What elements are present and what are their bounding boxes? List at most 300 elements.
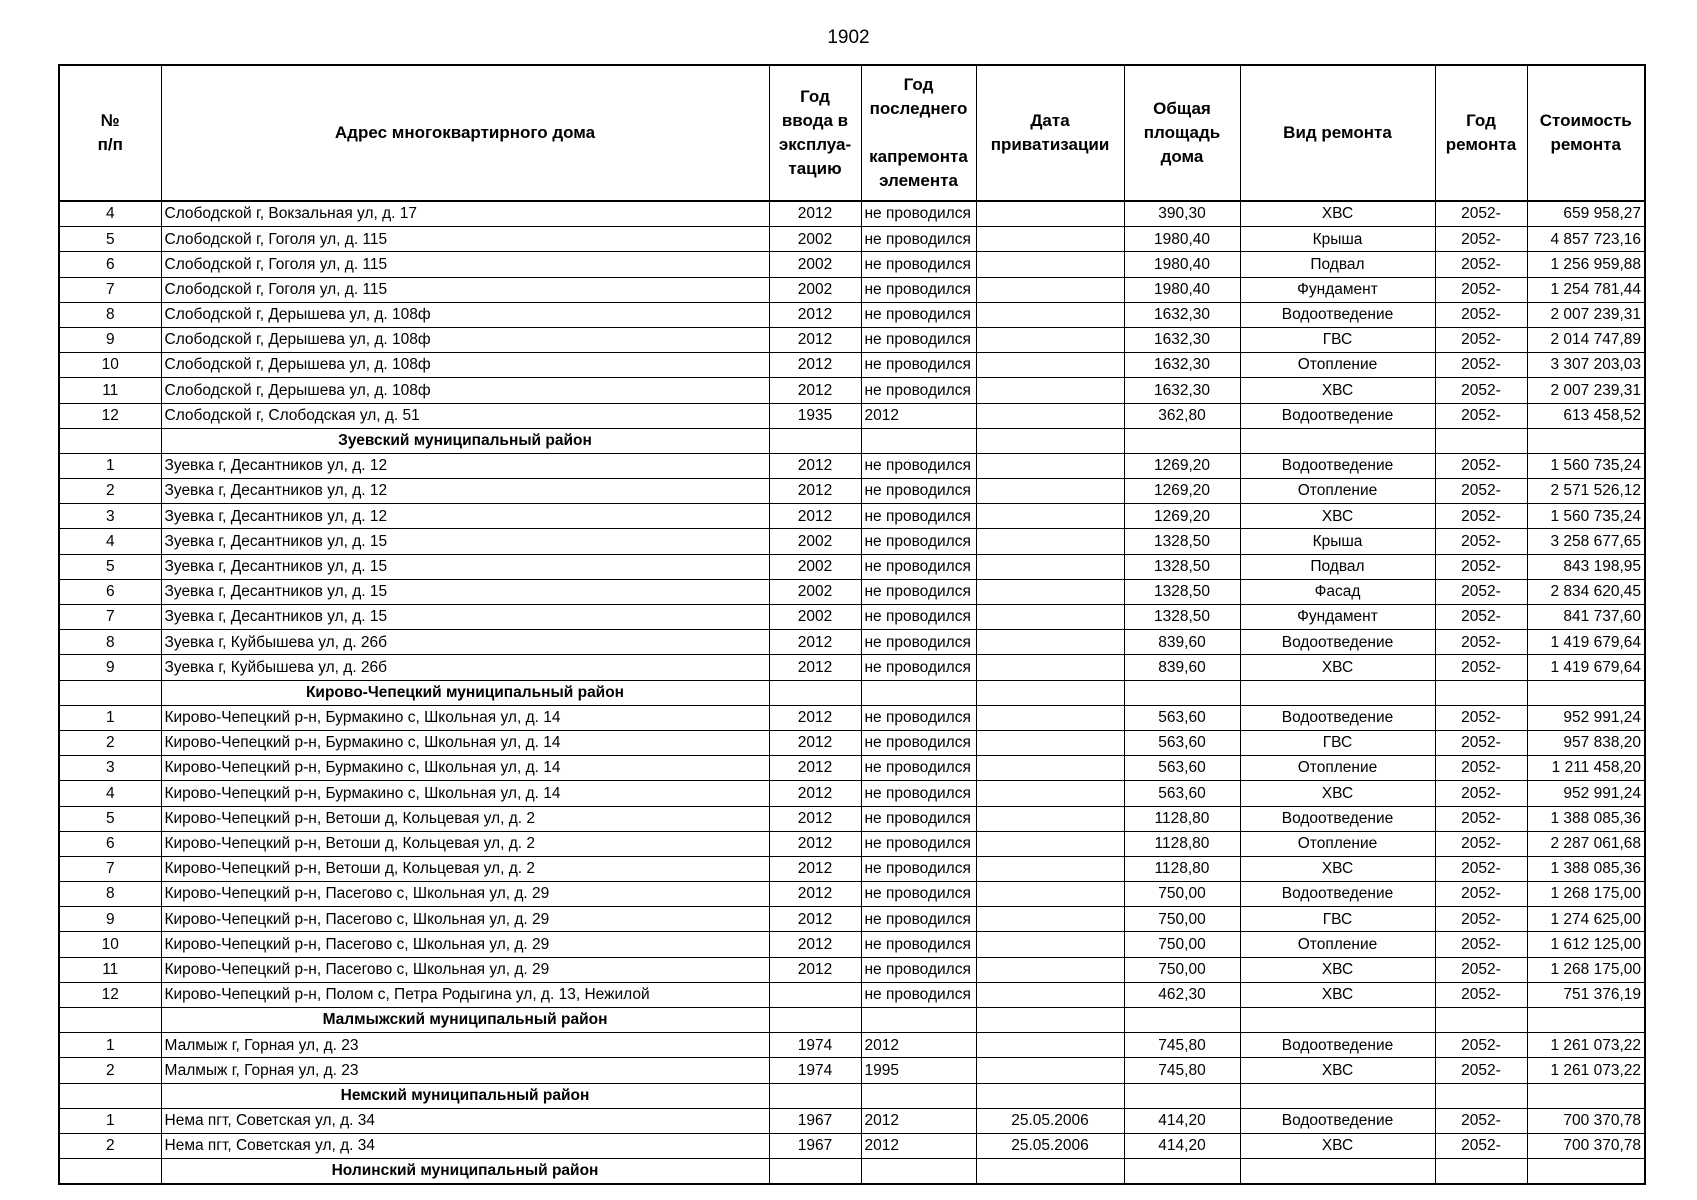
cell-year-built: 1967 [769,1133,861,1158]
cell-repair-year: 2052- [1435,907,1527,932]
cell-cost: 700 370,78 [1527,1133,1645,1158]
cell-repair-year [1435,428,1527,453]
cell-last-repair: не проводился [861,479,976,504]
cell-repair-type: Отопление [1240,353,1435,378]
cell-area: 1269,20 [1124,479,1240,504]
cell-repair-type: Водоотведение [1240,1108,1435,1133]
cell-num: 2 [59,1133,161,1158]
cell-cost: 1 254 781,44 [1527,277,1645,302]
section-row [59,1008,1645,1033]
cell-repair-year: 2052- [1435,655,1527,680]
cell-last-repair: 2012 [861,1108,976,1133]
header-line: капремонта [869,147,968,166]
cell-year-built: 1935 [769,403,861,428]
cell-repair-year: 2052- [1435,201,1527,227]
cell-repair-type: Отопление [1240,932,1435,957]
cell-num: 10 [59,353,161,378]
cell-num [59,428,161,453]
cell-privatization [976,378,1124,403]
cell-repair-type: Водоотведение [1240,453,1435,478]
cell-repair-year: 2052- [1435,856,1527,881]
cell-privatization [976,201,1124,227]
cell-last-repair: не проводился [861,781,976,806]
cell-address: Слободской г, Дерышева ул, д. 108ф [161,327,769,352]
cell-num: 6 [59,252,161,277]
cell-repair-type: Фундамент [1240,605,1435,630]
cell-privatization [976,353,1124,378]
cell-address: Кирово-Чепецкий р-н, Пасегово с, Школьная ул, д. 29 [161,907,769,932]
cell-area: 745,80 [1124,1033,1240,1058]
cell-area: 839,60 [1124,655,1240,680]
header-repair-type [1240,65,1435,201]
table-row [59,630,1645,655]
table-row [59,605,1645,630]
cell-last-repair: не проводился [861,453,976,478]
cell-repair-year: 2052- [1435,277,1527,302]
cell-privatization: 25.05.2006 [976,1108,1124,1133]
cell-area: 1269,20 [1124,504,1240,529]
cell-last-repair: не проводился [861,655,976,680]
cell-repair-type [1240,680,1435,705]
header-repair-year [1435,65,1527,201]
cell-area: 414,20 [1124,1133,1240,1158]
cell-cost: 843 198,95 [1527,554,1645,579]
cell-repair-type: Водоотведение [1240,882,1435,907]
cell-privatization [976,277,1124,302]
table-row [59,781,1645,806]
table-row [59,756,1645,781]
cell-privatization [976,806,1124,831]
cell-num [59,1008,161,1033]
cell-last-repair: 2012 [861,403,976,428]
cell-year-built [769,1008,861,1033]
cell-repair-type: ХВС [1240,1058,1435,1083]
section-row [59,1159,1645,1185]
cell-address: Слободской г, Гоголя ул, д. 115 [161,227,769,252]
cell-privatization [976,403,1124,428]
cell-repair-year [1435,1083,1527,1108]
cell-privatization [976,831,1124,856]
cell-repair-year: 2052- [1435,630,1527,655]
table-row [59,1033,1645,1058]
cell-repair-type [1240,428,1435,453]
cell-repair-year: 2052- [1435,1108,1527,1133]
cell-privatization: 25.05.2006 [976,1133,1124,1158]
cell-year-built [769,1083,861,1108]
table-row [59,932,1645,957]
cell-repair-year: 2052- [1435,479,1527,504]
cell-address: Кирово-Чепецкий р-н, Пасегово с, Школьная ул, д. 29 [161,957,769,982]
cell-cost: 1 256 959,88 [1527,252,1645,277]
header-year-built [769,65,861,201]
header-area [1124,65,1240,201]
cell-num: 3 [59,756,161,781]
cell-year-built: 2012 [769,201,861,227]
cell-repair-year [1435,680,1527,705]
cell-repair-year: 2052- [1435,730,1527,755]
cell-area: 563,60 [1124,730,1240,755]
table-row [59,378,1645,403]
cell-repair-year: 2052- [1435,932,1527,957]
header-line: приватизации [990,135,1110,154]
cell-repair-type: ХВС [1240,1133,1435,1158]
cell-num: 2 [59,730,161,755]
header-cost [1527,65,1645,201]
cell-num: 9 [59,655,161,680]
cell-year-built: 2012 [769,479,861,504]
cell-last-repair: не проводился [861,957,976,982]
cell-cost: 952 991,24 [1527,705,1645,730]
cell-cost: 1 274 625,00 [1527,907,1645,932]
header-line: эксплуа- [778,135,852,154]
cell-privatization [976,1033,1124,1058]
cell-repair-type: Водоотведение [1240,302,1435,327]
table-row [59,327,1645,352]
cell-repair-type: Крыша [1240,227,1435,252]
cell-privatization [976,529,1124,554]
header-line: Год [1466,111,1496,130]
header-last-repair [861,65,976,201]
section-title: Немский муниципальный район [161,1083,769,1108]
cell-cost: 1 268 175,00 [1527,957,1645,982]
cell-privatization [976,252,1124,277]
header-row [59,65,1645,201]
cell-cost: 1 612 125,00 [1527,932,1645,957]
cell-num: 3 [59,504,161,529]
header-line: ввода в [781,111,849,130]
cell-area: 750,00 [1124,882,1240,907]
cell-last-repair: не проводился [861,353,976,378]
table-row [59,403,1645,428]
cell-repair-type: Подвал [1240,252,1435,277]
header-line: Общая [1153,99,1211,118]
cell-year-built: 2012 [769,327,861,352]
cell-last-repair: не проводился [861,378,976,403]
cell-cost [1527,1008,1645,1033]
cell-repair-year: 2052- [1435,756,1527,781]
cell-area: 563,60 [1124,756,1240,781]
cell-year-built: 2002 [769,227,861,252]
table-row [59,907,1645,932]
cell-repair-year: 2052- [1435,252,1527,277]
cell-repair-year: 2052- [1435,1058,1527,1083]
cell-last-repair [861,428,976,453]
cell-privatization [976,932,1124,957]
cell-cost: 952 991,24 [1527,781,1645,806]
cell-repair-year [1435,1159,1527,1185]
cell-year-built: 2012 [769,756,861,781]
cell-area: 1632,30 [1124,302,1240,327]
cell-repair-type: ГВС [1240,907,1435,932]
cell-year-built: 2012 [769,453,861,478]
cell-cost: 2 571 526,12 [1527,479,1645,504]
cell-num: 9 [59,907,161,932]
cell-num: 1 [59,453,161,478]
cell-year-built [769,680,861,705]
cell-num: 1 [59,1033,161,1058]
cell-address: Слободской г, Гоголя ул, д. 115 [161,277,769,302]
cell-repair-year: 2052- [1435,327,1527,352]
cell-repair-year: 2052- [1435,806,1527,831]
cell-repair-type: ГВС [1240,327,1435,352]
cell-year-built: 2012 [769,730,861,755]
cell-area: 462,30 [1124,982,1240,1007]
table-row [59,957,1645,982]
cell-repair-type [1240,1083,1435,1108]
table-row [59,554,1645,579]
cell-cost: 2 007 239,31 [1527,302,1645,327]
page-number: 1902 [827,27,870,48]
cell-cost: 957 838,20 [1527,730,1645,755]
cell-area [1124,428,1240,453]
table-row [59,252,1645,277]
cell-last-repair: не проводился [861,831,976,856]
header-line: Вид ремонта [1283,123,1392,142]
cell-repair-type: ХВС [1240,655,1435,680]
cell-area: 750,00 [1124,957,1240,982]
cell-area: 839,60 [1124,630,1240,655]
cell-area [1124,1159,1240,1185]
section-row [59,1083,1645,1108]
cell-repair-type: ХВС [1240,201,1435,227]
cell-repair-year: 2052- [1435,378,1527,403]
cell-cost: 700 370,78 [1527,1108,1645,1133]
table-row [59,453,1645,478]
table-row [59,353,1645,378]
cell-repair-type: ХВС [1240,856,1435,881]
cell-cost [1527,680,1645,705]
cell-address: Кирово-Чепецкий р-н, Ветоши д, Кольцевая ул, д. 2 [161,856,769,881]
cell-privatization [976,957,1124,982]
cell-last-repair: не проводился [861,227,976,252]
cell-repair-type: Подвал [1240,554,1435,579]
cell-num: 1 [59,1108,161,1133]
table-row [59,1108,1645,1133]
table-row [59,882,1645,907]
cell-address: Зуевка г, Десантников ул, д. 15 [161,579,769,604]
cell-last-repair [861,1008,976,1033]
cell-last-repair: 2012 [861,1133,976,1158]
cell-cost: 613 458,52 [1527,403,1645,428]
cell-address: Кирово-Чепецкий р-н, Пасегово с, Школьная ул, д. 29 [161,882,769,907]
cell-address: Нема пгт, Советская ул, д. 34 [161,1133,769,1158]
section-title: Зуевский муниципальный район [161,428,769,453]
cell-repair-year: 2052- [1435,353,1527,378]
cell-last-repair: не проводился [861,806,976,831]
header-address [161,65,769,201]
cell-repair-year: 2052- [1435,403,1527,428]
cell-cost: 1 211 458,20 [1527,756,1645,781]
cell-cost: 3 258 677,65 [1527,529,1645,554]
cell-privatization [976,705,1124,730]
header-line: Стоимость [1539,111,1632,130]
header-line: Адрес многоквартирного дома [334,123,596,142]
cell-privatization [976,1008,1124,1033]
cell-address: Зуевка г, Десантников ул, д. 15 [161,605,769,630]
section-title: Кирово-Чепецкий муниципальный район [161,680,769,705]
cell-cost: 2 287 061,68 [1527,831,1645,856]
cell-year-built: 2012 [769,504,861,529]
cell-area: 750,00 [1124,907,1240,932]
cell-repair-type: ХВС [1240,957,1435,982]
cell-area: 1632,30 [1124,378,1240,403]
cell-address: Кирово-Чепецкий р-н, Бурмакино с, Школьная ул, д. 14 [161,730,769,755]
cell-area: 1980,40 [1124,252,1240,277]
cell-repair-type: Водоотведение [1240,705,1435,730]
cell-address: Слободской г, Дерышева ул, д. 108ф [161,302,769,327]
cell-year-built [769,982,861,1007]
cell-last-repair: не проводился [861,554,976,579]
cell-privatization [976,554,1124,579]
cell-repair-year: 2052- [1435,605,1527,630]
cell-address: Зуевка г, Куйбышева ул, д. 26б [161,630,769,655]
cell-address: Малмыж г, Горная ул, д. 23 [161,1033,769,1058]
cell-repair-year: 2052- [1435,831,1527,856]
cell-year-built: 2012 [769,630,861,655]
cell-num: 7 [59,856,161,881]
header-line: последнего [869,99,968,118]
cell-cost: 3 307 203,03 [1527,353,1645,378]
cell-last-repair: 2012 [861,1033,976,1058]
cell-cost: 4 857 723,16 [1527,227,1645,252]
table-row [59,856,1645,881]
cell-year-built: 2012 [769,806,861,831]
cell-last-repair: не проводился [861,756,976,781]
cell-num: 5 [59,554,161,579]
cell-repair-year: 2052- [1435,227,1527,252]
cell-area: 1328,50 [1124,529,1240,554]
cell-privatization [976,605,1124,630]
table-row [59,227,1645,252]
cell-area: 390,30 [1124,201,1240,227]
cell-year-built: 2012 [769,856,861,881]
cell-last-repair: не проводился [861,630,976,655]
cell-year-built: 2012 [769,957,861,982]
cell-last-repair: не проводился [861,529,976,554]
cell-area: 1128,80 [1124,806,1240,831]
cell-num: 2 [59,479,161,504]
cell-privatization [976,655,1124,680]
cell-last-repair [861,680,976,705]
cell-repair-year: 2052- [1435,982,1527,1007]
cell-repair-type: Фундамент [1240,277,1435,302]
cell-year-built: 2012 [769,705,861,730]
cell-num: 1 [59,705,161,730]
cell-last-repair: не проводился [861,605,976,630]
cell-num: 6 [59,831,161,856]
header-privatization [976,65,1124,201]
cell-repair-year: 2052- [1435,705,1527,730]
cell-area: 1328,50 [1124,579,1240,604]
cell-num: 2 [59,1058,161,1083]
cell-privatization [976,479,1124,504]
header-line [864,121,974,145]
table-row [59,1133,1645,1158]
cell-area: 1980,40 [1124,227,1240,252]
cell-cost [1527,1159,1645,1185]
header-line: элемента [879,171,958,190]
cell-num: 11 [59,378,161,403]
cell-area: 414,20 [1124,1108,1240,1133]
cell-repair-type: Водоотведение [1240,806,1435,831]
cell-cost: 659 958,27 [1527,201,1645,227]
cell-address: Зуевка г, Десантников ул, д. 12 [161,453,769,478]
cell-privatization [976,882,1124,907]
cell-repair-type [1240,1159,1435,1185]
cell-year-built: 2002 [769,252,861,277]
cell-cost: 1 268 175,00 [1527,882,1645,907]
cell-last-repair: 1995 [861,1058,976,1083]
cell-num [59,1159,161,1185]
cell-privatization [976,1058,1124,1083]
cell-privatization [976,630,1124,655]
cell-year-built [769,428,861,453]
cell-last-repair: не проводился [861,201,976,227]
cell-privatization [976,327,1124,352]
repair-registry-table [58,64,1646,1185]
cell-num: 9 [59,327,161,352]
cell-repair-year: 2052- [1435,453,1527,478]
table-row [59,302,1645,327]
cell-repair-type: Водоотведение [1240,1033,1435,1058]
cell-num [59,1083,161,1108]
cell-last-repair: не проводился [861,730,976,755]
cell-area: 563,60 [1124,781,1240,806]
cell-address: Зуевка г, Десантников ул, д. 15 [161,554,769,579]
header-line: Год [800,87,830,106]
cell-area: 1632,30 [1124,327,1240,352]
cell-area [1124,680,1240,705]
cell-repair-type: Отопление [1240,756,1435,781]
cell-year-built: 2012 [769,302,861,327]
cell-year-built: 2012 [769,882,861,907]
cell-privatization [976,781,1124,806]
header-line: Дата [1030,111,1070,130]
cell-area: 1980,40 [1124,277,1240,302]
cell-area: 1269,20 [1124,453,1240,478]
cell-address: Слободской г, Дерышева ул, д. 108ф [161,353,769,378]
cell-last-repair [861,1159,976,1185]
cell-repair-type: Фасад [1240,579,1435,604]
cell-area [1124,1008,1240,1033]
cell-last-repair: не проводился [861,705,976,730]
cell-area: 362,80 [1124,403,1240,428]
cell-cost: 1 560 735,24 [1527,504,1645,529]
cell-repair-year: 2052- [1435,579,1527,604]
cell-last-repair: не проводился [861,504,976,529]
cell-last-repair: не проводился [861,252,976,277]
cell-address: Зуевка г, Десантников ул, д. 12 [161,479,769,504]
cell-area: 1128,80 [1124,831,1240,856]
cell-last-repair: не проводился [861,302,976,327]
cell-num: 11 [59,957,161,982]
cell-privatization [976,428,1124,453]
cell-year-built: 2012 [769,781,861,806]
cell-privatization [976,856,1124,881]
cell-repair-year: 2052- [1435,504,1527,529]
cell-privatization [976,982,1124,1007]
cell-privatization [976,453,1124,478]
table-body [59,201,1645,1184]
cell-repair-type: Водоотведение [1240,630,1435,655]
cell-last-repair: не проводился [861,856,976,881]
cell-privatization [976,1083,1124,1108]
table-row [59,1058,1645,1083]
cell-address: Кирово-Чепецкий р-н, Бурмакино с, Школьная ул, д. 14 [161,756,769,781]
cell-privatization [976,579,1124,604]
table-row [59,806,1645,831]
cell-address: Слободской г, Слободская ул, д. 51 [161,403,769,428]
